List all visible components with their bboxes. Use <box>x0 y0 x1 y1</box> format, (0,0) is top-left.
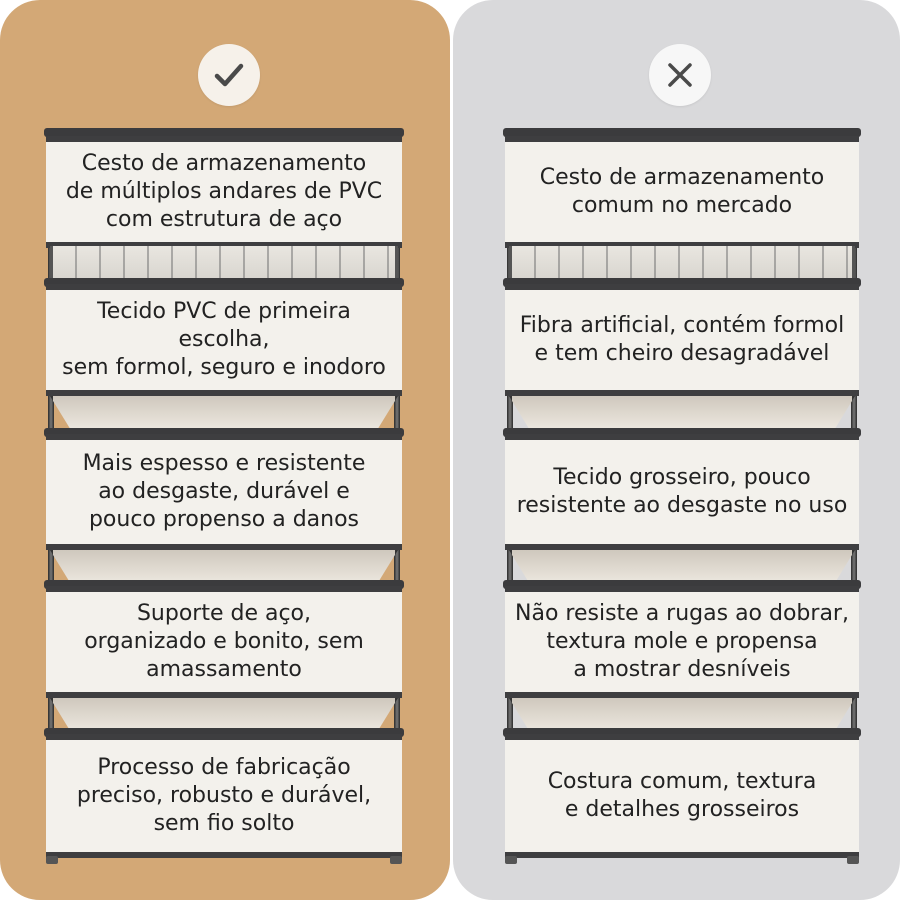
common-row-4-line-1: Não resiste a rugas ao dobrar, <box>515 601 849 626</box>
common-row-2-line-2: e tem cheiro desagradável <box>534 341 830 366</box>
good-row-4-line-3: amassamento <box>146 657 302 682</box>
good-row-1 <box>46 136 402 248</box>
good-row-3-line-3: pouco propenso a danos <box>88 507 360 532</box>
common-row-4-line-3: a mostrar desníveis <box>573 657 791 682</box>
common-row-1-line-1: Cesto de armazenamento <box>539 165 825 190</box>
good-row-1-line-1: Cesto de armazenamento <box>81 151 367 176</box>
common-shelf <box>503 128 861 858</box>
wire-shelf <box>50 246 398 282</box>
good-row-3-line-2: ao desgaste, durável e <box>98 479 350 504</box>
open-bin <box>509 698 855 732</box>
good-row-5-line-1: Processo de fabricação <box>97 755 351 780</box>
common-row-4-line-2: textura mole e propensa <box>546 629 818 654</box>
good-row-2-line-2: sem formol, seguro e inodoro <box>62 355 386 380</box>
good-row-4-line-1: Suporte de aço, <box>136 601 312 626</box>
good-row-5-line-3: sem fio solto <box>153 811 295 836</box>
common-row-4 <box>505 586 859 698</box>
shelf-foot <box>847 856 859 864</box>
good-shelf <box>44 128 404 858</box>
close-icon <box>663 58 697 92</box>
common-row-5-line-1: Costura comum, textura <box>547 769 817 794</box>
good-row-5-line-2: preciso, robusto e durável, <box>76 783 372 808</box>
open-bin <box>509 396 855 430</box>
common-row-1 <box>505 136 859 248</box>
good-row-5 <box>46 734 402 858</box>
check-icon <box>211 57 247 93</box>
common-row-5-line-2: e detalhes grosseiros <box>564 797 800 822</box>
good-row-2 <box>46 284 402 396</box>
common-row-3-line-2: resistente ao desgaste no uso <box>516 493 848 518</box>
check-badge <box>198 44 260 106</box>
open-bin <box>50 396 398 430</box>
wire-shelf <box>509 246 855 282</box>
good-row-4-line-2: organizado e bonito, sem <box>84 629 364 654</box>
cross-badge <box>649 44 711 106</box>
shelf-foot <box>505 856 517 864</box>
good-row-3-line-1: Mais espesso e resistente <box>82 451 366 476</box>
common-row-3-line-1: Tecido grosseiro, pouco <box>553 465 811 490</box>
good-row-1-line-3: com estrutura de aço <box>105 207 343 232</box>
common-row-1-line-2: comum no mercado <box>571 193 793 218</box>
good-row-4 <box>46 586 402 698</box>
open-bin <box>509 550 855 584</box>
common-row-3 <box>505 434 859 550</box>
good-row-2-line-1: Tecido PVC de primeira escolha, <box>97 299 351 352</box>
open-bin <box>50 698 398 732</box>
good-row-1-line-2: de múltiplos andares de PVC <box>65 179 383 204</box>
common-row-2-line-1: Fibra artificial, contém formol <box>519 313 845 338</box>
common-product-panel <box>453 0 900 900</box>
open-bin <box>50 550 398 584</box>
common-row-2 <box>505 284 859 396</box>
good-row-3 <box>46 434 402 550</box>
common-row-5 <box>505 734 859 858</box>
shelf-foot <box>390 856 402 864</box>
shelf-foot <box>46 856 58 864</box>
